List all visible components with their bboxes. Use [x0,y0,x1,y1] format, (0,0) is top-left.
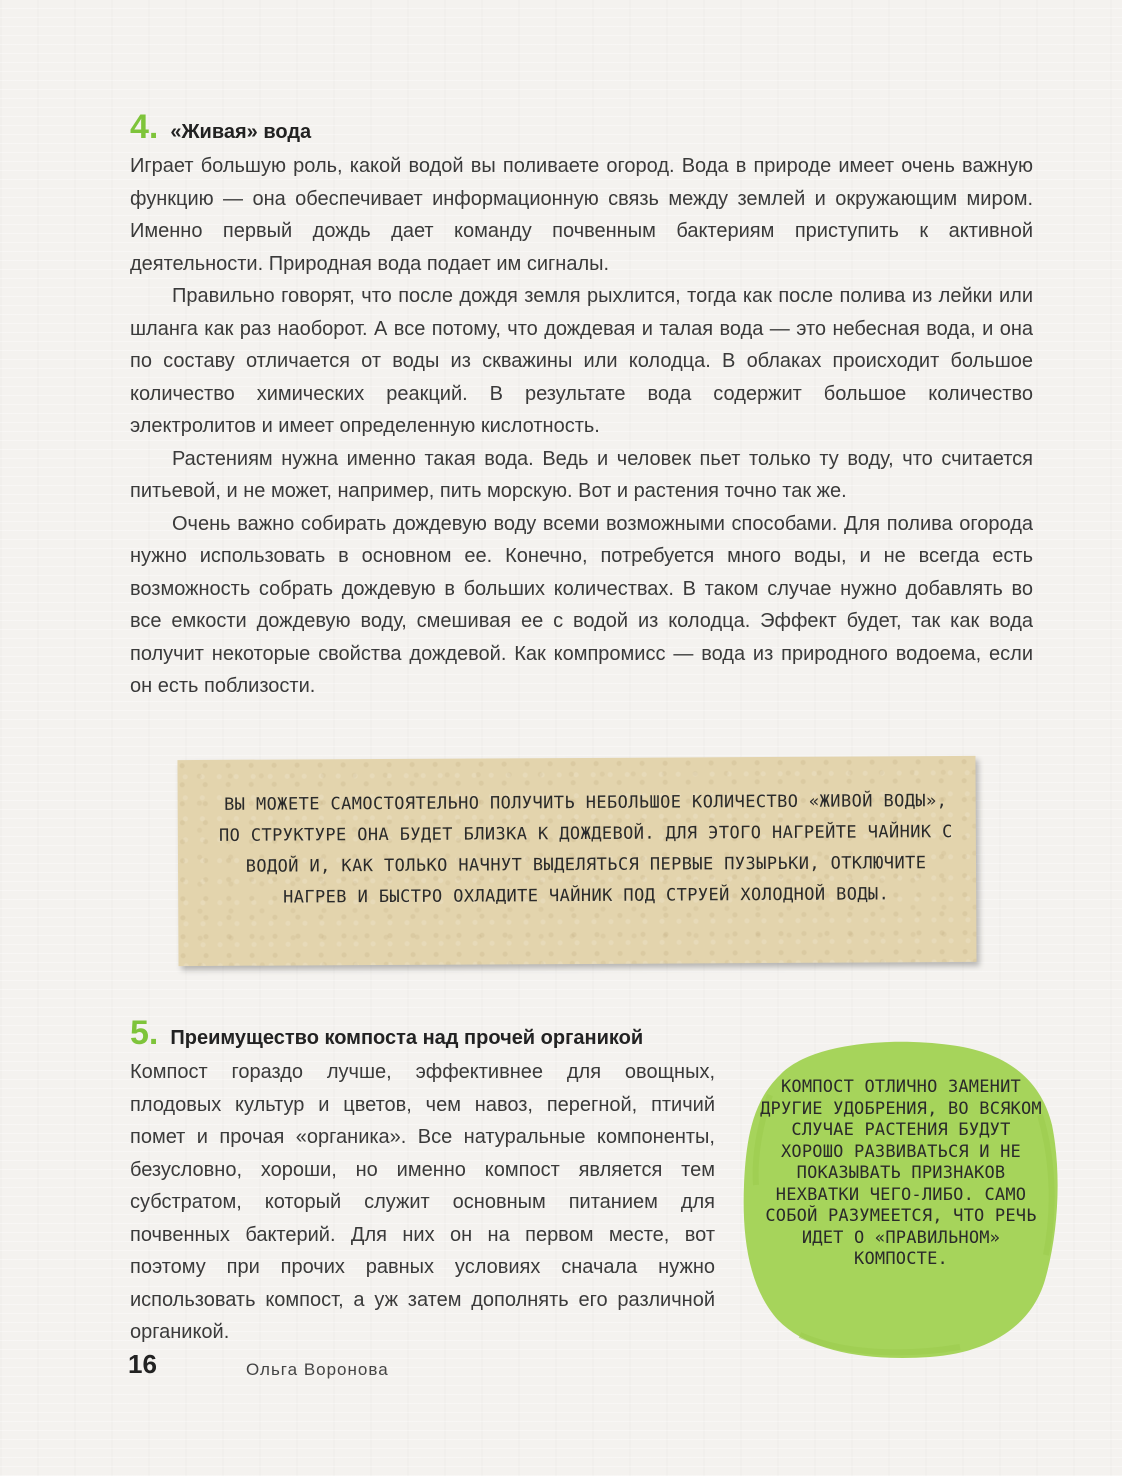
page-number: 16 [128,1349,157,1379]
section-5-heading [130,1016,715,1050]
paragraph: Компост гораздо лучше, эффективнее для овощных, плодовых культур и цветов, чем навоз, перегной, птичий помет и прочая «органика». Все натуральные компоненты, безусловно, хороши, но именно компост является тем субстратом, который служит основным питанием для почвенных бактерий. Для них он на первом месте, вот поэтому при прочих равных условиях сначала нужно использовать компост, а уж затем дополнять его различной органикой. [130,1061,715,1343]
section-title: Преимущество компоста над прочей органикой [170,1027,644,1049]
callout-blob [740,1035,1062,1360]
section-5 [130,1016,715,1349]
callout-text: КОМПОСТ ОТЛИЧНО ЗАМЕНИТ ДРУГИЕ УДОБРЕНИЯ, ВО ВСЯКОМ СЛУЧАЕ РАСТЕНИЯ БУДУТ ХОРОШО РАЗВИВАТЬСЯ И НЕ ПОКАЗЫВАТЬ ПРИЗНАКОВ НЕХВАТКИ ЧЕГО-ЛИБО. САМО СОБОЙ РАЗУМЕЕТСЯ, ЧТО РЕЧЬ ИДЕТ О «ПРАВИЛЬНОМ» КОМПОСТЕ. [760,1077,1042,1269]
author-name: Ольга Воронова [246,1360,389,1379]
tip-note-text: ВЫ МОЖЕТЕ САМОСТОЯТЕЛЬНО ПОЛУЧИТЬ НЕБОЛЬШОЕ КОЛИЧЕСТВО «ЖИВОЙ ВОДЫ», ПО СТРУКТУРЕ ОНА БУДЕТ БЛИЗКА К ДОЖДЕВОЙ. ДЛЯ ЭТОГО НАГРЕЙТЕ ЧАЙНИК С ВОДОЙ И, КАК ТОЛЬКО НАЧНУТ ВЫДЕЛЯТЬСЯ ПЕРВЫЕ ПУЗЫРЬКИ, ОТКЛЮЧИТЕ НАГРЕВ И БЫСТРО ОХЛАДИТЕ ЧАЙНИК ПОД СТРУЕЙ ХОЛОДНОЙ ВОДЫ. [218,791,953,908]
paragraph: Играет большую роль, какой водой вы поливаете огород. Вода в природе имеет очень важную функцию — она обеспечивает информационную связь между землей и окружающим миром. Именно первый дождь дает команду почвенным бактериям приступить к активной деятельности. Природная вода подает им сигналы. [130,155,1033,275]
paragraph: Очень важно собирать дождевую воду всеми возможными способами. Для полива огорода нужно использовать в основном ее. Конечно, потребуется много воды, и не всегда есть возможность собрать дождевую в больших количествах. В таком случае нужно добавлять во все емкости дождевую воду, смешивая ее с водой из колодца. Эффект будет, так как вода получит некоторые свойства дождевой. Как компромисс — вода из природного водоема, если он есть поблизости. [130,512,1033,697]
section-4-heading [130,110,1033,144]
section-number: 5. [130,1014,159,1052]
paragraph: Правильно говорят, что после дождя земля рыхлится, тогда как после полива из лейки или шланга как раз наоборот. А все потому, что дождевая и талая вода — это небесная вода, и она по составу отличается от воды из скважины или колодца. В облаках происходит большое количество химических реакций. В результате вода содержит большое количество электролитов и имеет определенную кислотность. [130,285,1033,437]
section-4 [130,110,1033,703]
section-number: 4. [130,108,159,146]
paragraph: Растениям нужна именно такая вода. Ведь и человек пьет только ту воду, что считается питьевой, и не может, например, пить морскую. Вот и растения точно так же. [130,447,1033,502]
tip-note-card [177,756,976,966]
section-title: «Живая» вода [170,121,312,143]
